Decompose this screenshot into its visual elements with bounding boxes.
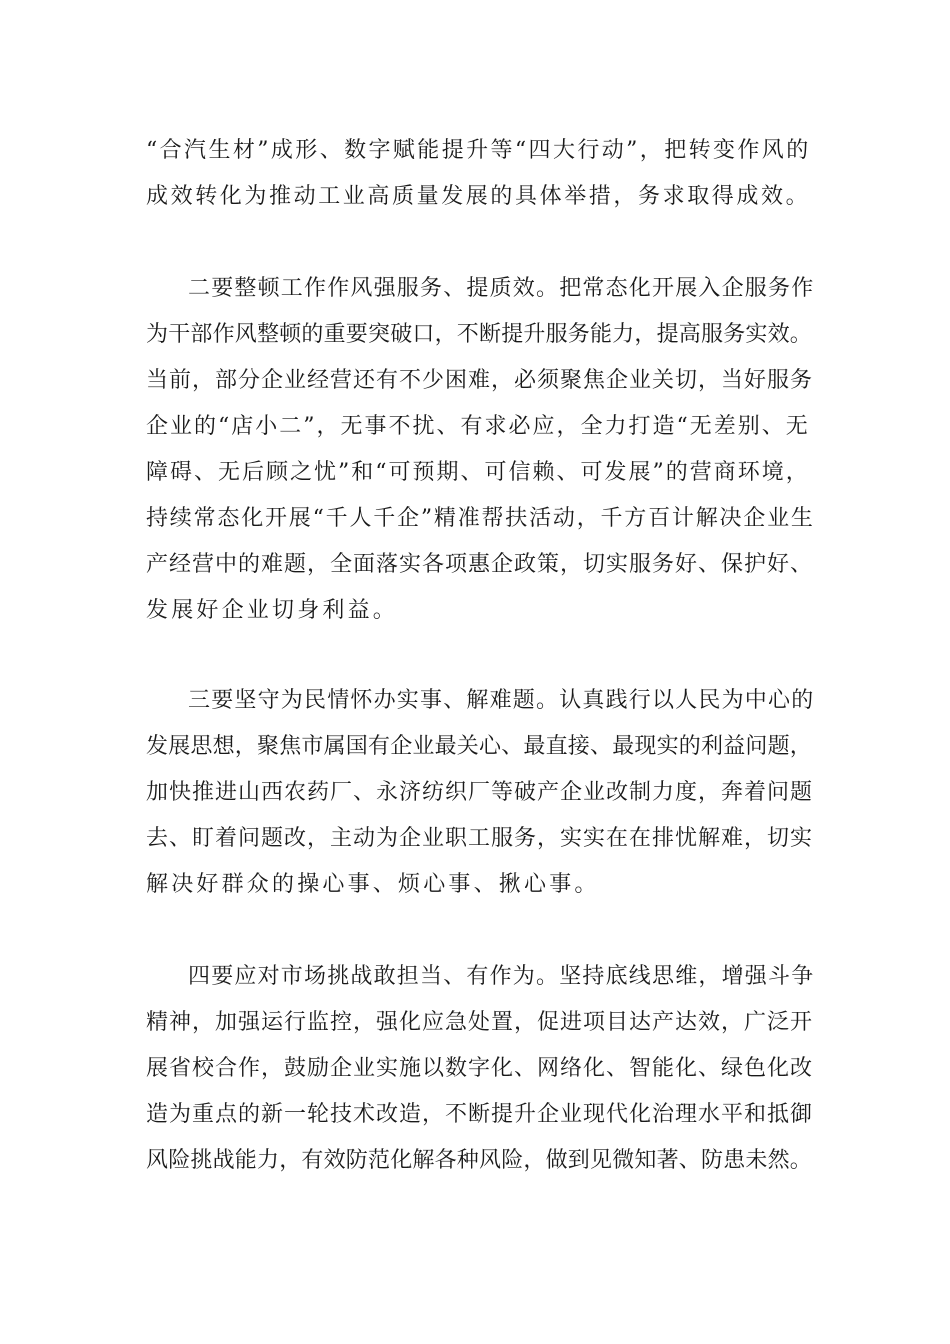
- paragraph-2-line-2: 为干部作风整顿的重要突破口，不断提升服务能力，提高服务实效。: [146, 322, 813, 347]
- paragraph-1-line-1: “合汽生材”成形、数字赋能提升等“四大行动”，把转变作风的: [146, 138, 811, 163]
- paragraph-2-line-5: 障碍、无后顾之忧”和“可预期、可信赖、可发展”的营商环境，: [146, 460, 810, 485]
- paragraph-2-line-3: 当前，部分企业经营还有不少困难，必须聚焦企业关切，当好服务: [146, 368, 814, 393]
- paragraph-3-line-2: 发展思想，聚焦市属国有企业最关心、最直接、最现实的利益问题，: [146, 734, 813, 759]
- paragraph-3-line-4: 去、盯着问题改，主动为企业职工服务，实实在在排忧解难，切实: [146, 826, 814, 851]
- paragraph-4-line-3: 展省校合作，鼓励企业实施以数字化、网络化、智能化、绿色化改: [146, 1056, 814, 1081]
- paragraph-2-line-1: 二要整顿工作作风强服务、提质效。把常态化开展入企服务作: [188, 276, 815, 301]
- paragraph-3-line-1: 三要坚守为民情怀办实事、解难题。认真践行以人民为中心的: [188, 688, 815, 713]
- paragraph-3-line-5: 解决好群众的操心事、烦心事、揪心事。: [146, 872, 600, 897]
- paragraph-4-line-5: 风险挑战能力，有效防范化解各种风险，做到见微知著、防患未然。: [146, 1148, 813, 1173]
- paragraph-2-line-6: 持续常态化开展“千人千企”精准帮扶活动，千方百计解决企业生: [146, 506, 815, 531]
- paragraph-2-line-7: 产经营中的难题，全面落实各项惠企政策，切实服务好、保护好、: [146, 552, 814, 577]
- paragraph-2-line-8: 发展好企业切身利益。: [146, 598, 399, 623]
- paragraph-2-line-4: 企业的“店小二”，无事不扰、有求必应，全力打造“无差别、无: [146, 414, 810, 439]
- paragraph-1-line-2: 成效转化为推动工业高质量发展的具体举措，务求取得成效。: [146, 184, 811, 209]
- paragraph-4-line-1: 四要应对市场挑战敢担当、有作为。坚持底线思维，增强斗争: [188, 964, 815, 989]
- paragraph-3-line-3: 加快推进山西农药厂、永济纺织厂等破产企业改制力度，奔着问题: [146, 780, 814, 805]
- paragraph-4-line-4: 造为重点的新一轮技术改造，不断提升企业现代化治理水平和抵御: [146, 1102, 814, 1127]
- paragraph-4-line-2: 精神，加强运行监控，强化应急处置，促进项目达产达效，广泛开: [146, 1010, 814, 1035]
